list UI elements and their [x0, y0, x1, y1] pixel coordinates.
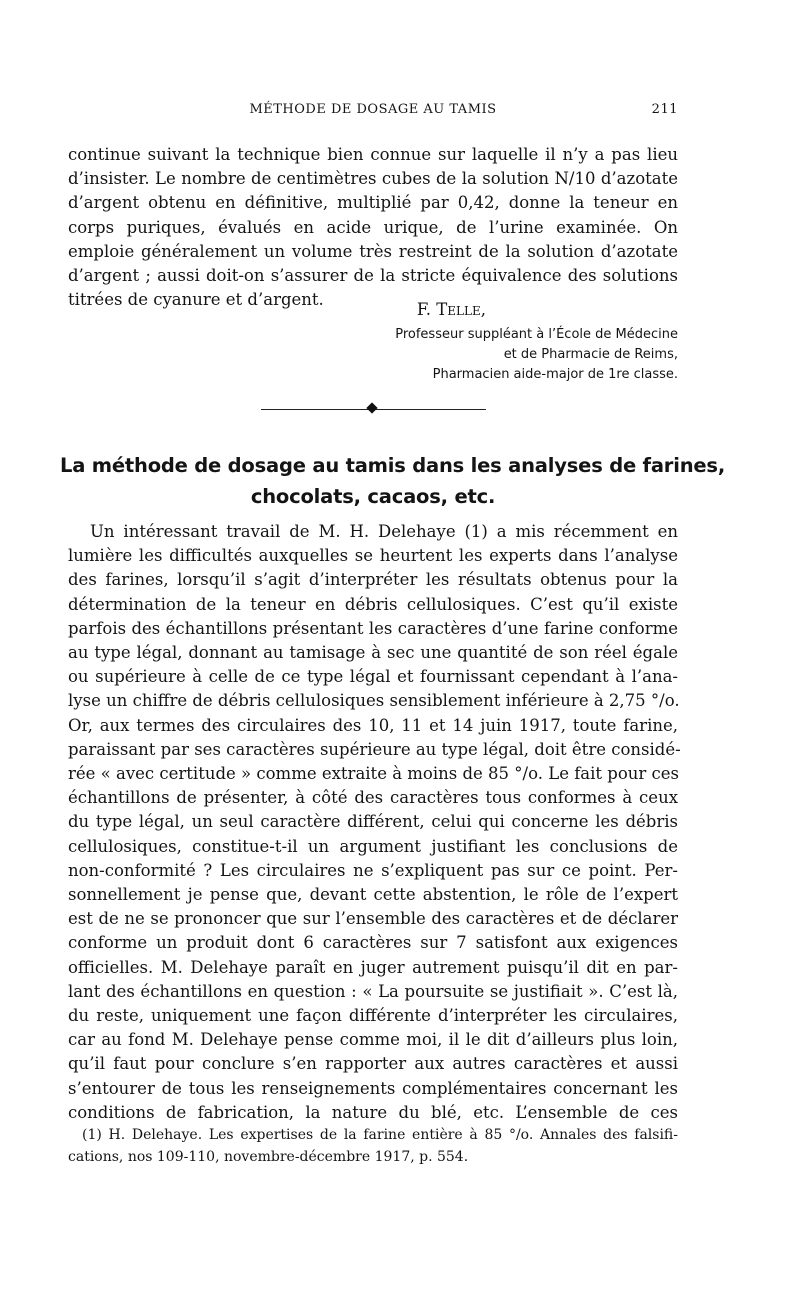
running-title: MÉTHODE DE DOSAGE AU TAMIS: [249, 102, 497, 117]
article-title: [60, 450, 726, 512]
text-line: d’insister. Le nombre de centimètres cubes de la solution N/10 d’azotate: [68, 169, 678, 189]
text-line: paraissant par ses caractères supérieure au type légal, doit être considé-: [68, 739, 681, 759]
text-line: rée « avec certitude » comme extraite à moins de 85 °/o. Le fait pour ces: [68, 764, 680, 784]
title-line: chocolats, cacaos, etc.: [250, 485, 496, 508]
signature-name: F. Telle,: [416, 300, 486, 319]
text-line: non-conformité ? Les circulaires ne s’expliquent pas sur ce point. Per-: [68, 860, 678, 880]
text-line: est de ne se prononcer que sur l’ensemble des caractères et de déclarer: [68, 909, 678, 929]
text-line: officielles. M. Delehaye paraît en juger autrement puisqu’il dit en par-: [68, 957, 678, 977]
running-header: [68, 102, 678, 122]
text-line: qu’il faut pour conclure s’en rapporter aux autres caractères et aussi: [68, 1054, 678, 1074]
text-line: parfois des échantillons présentant les caractères d’une farine conforme: [68, 618, 678, 638]
title-line: La méthode de dosage au tamis dans les analyses de farines,: [60, 454, 726, 477]
text-line: Or, aux termes des circulaires des 10, 11 et 14 juin 1917, toute farine,: [68, 715, 678, 735]
footnote-line: cations, nos 109-110, novembre-décembre 1917, p. 554.: [68, 1149, 469, 1165]
text-line: du type légal, un seul caractère différent, celui qui concerne les débris: [68, 812, 678, 832]
footnote-line: (1) H. Delehaye. Les expertises de la farine entière à 85 °/o. Annales des falsifi-: [82, 1127, 678, 1143]
text-line: corps puriques, évalués en acide urique, de l’urine examinée. On: [68, 217, 678, 237]
text-line: conforme un produit dont 6 caractères sur 7 satisfont aux exigences: [68, 933, 678, 953]
text-line: s’entourer de tous les renseignements complémentaires concernant les: [68, 1078, 678, 1098]
intro-paragraph: [68, 143, 678, 312]
text-line: lant des échantillons en question : « La poursuite se justifiait ». C’est là,: [68, 981, 678, 1001]
signature-affiliation: [348, 325, 678, 385]
text-line: sonnellement je pense que, devant cette abstention, le rôle de l’expert: [68, 885, 678, 905]
affiliation-line: Pharmacien aide-major de 1re classe.: [432, 367, 678, 382]
text-line: car au fond M. Delehaye pense comme moi, il le dit d’ailleurs plus loin,: [68, 1030, 678, 1050]
text-line: Un intéressant travail de M. H. Delehaye (1) a mis récemment en: [90, 522, 678, 541]
text-line: d’argent obtenu en définitive, multiplié par 0,42, donne la teneur en: [68, 193, 678, 213]
affiliation-line: Professeur suppléant à l’École de Médecine: [395, 327, 678, 342]
divider-diamond-icon: [366, 402, 377, 413]
text-line: lyse un chiffre de débris cellulosiques sensiblement inférieure à 2,75 °/o.: [68, 691, 680, 711]
text-line: des farines, lorsqu’il s’agit d’interpréter les résultats obtenus pour la: [68, 570, 678, 590]
text-line: au type légal, donnant au tamisage à sec une quantité de son réel égale: [68, 643, 678, 663]
text-line: détermination de la teneur en débris cellulosiques. C’est qu’il existe: [68, 594, 678, 614]
footnote: [68, 1124, 678, 1168]
text-line: conditions de fabrication, la nature du blé, etc. L’ensemble de ces: [68, 1102, 678, 1122]
text-line: cellulosiques, constitue-t-il un argument justifiant les conclusions de: [68, 836, 678, 856]
text-line: d’argent ; aussi doit-on s’assurer de la stricte équivalence des solutions: [68, 266, 678, 286]
text-line: ou supérieure à celle de ce type légal et fournissant cependant à l’ana-: [68, 667, 678, 687]
text-line: titrées de cyanure et d’argent.: [68, 290, 324, 310]
text-line: emploie généralement un volume très restreint de la solution d’azotate: [68, 241, 678, 261]
text-line: du reste, uniquement une façon différente d’interpréter les circulaires,: [68, 1006, 678, 1026]
affiliation-line: et de Pharmacie de Reims,: [503, 347, 678, 362]
text-line: continue suivant la technique bien connue sur laquelle il n’y a pas lieu: [68, 145, 678, 164]
text-line: lumière les difficultés auxquelles se heurtent les experts dans l’analyse: [68, 546, 678, 566]
article-body: [68, 520, 681, 1125]
text-line: échantillons de présenter, à côté des caractères tous conformes à ceux: [68, 788, 678, 808]
page-number: 211: [651, 102, 678, 117]
